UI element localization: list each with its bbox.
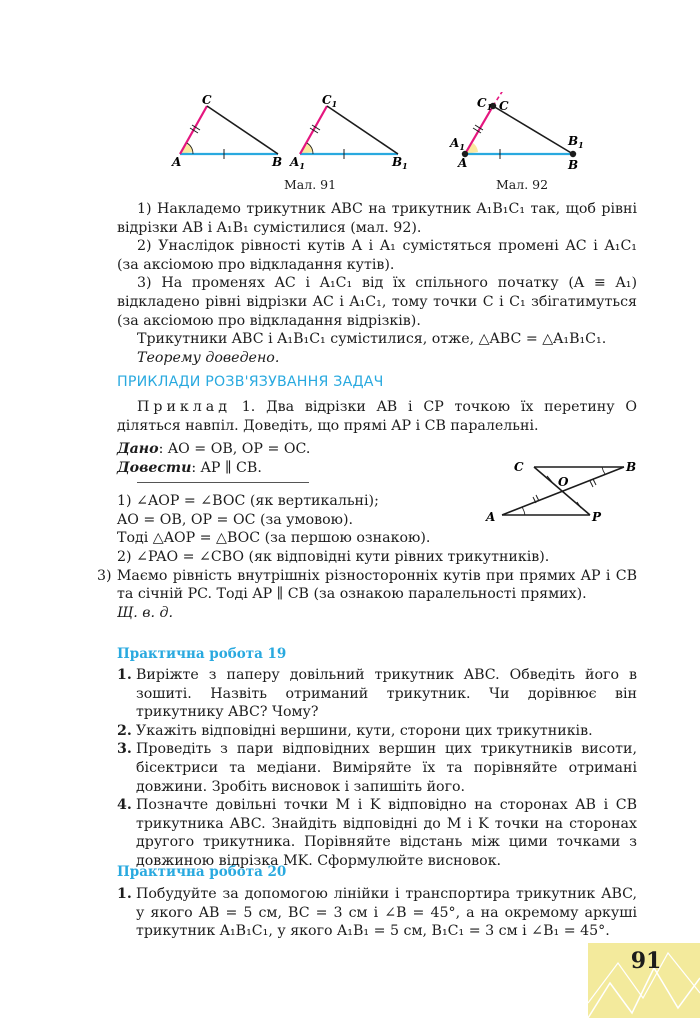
prove-line: Довести: AP ∥ CB. xyxy=(117,459,262,476)
list-item-number: 4. xyxy=(117,797,132,814)
solution-line-3: Тоді △AOP = △BOC (за першою ознакою). xyxy=(117,530,431,547)
label-b: B xyxy=(272,155,283,169)
list-item-text: Укажіть відповідні вершини, кути, сторони цих трикутників. xyxy=(136,722,593,739)
svg-text:C: C xyxy=(514,460,524,474)
examples-heading: ПРИКЛАДИ РОЗВ'ЯЗУВАННЯ ЗАДАЧ xyxy=(117,374,384,390)
list-item-number: 1. xyxy=(117,886,132,902)
list-item xyxy=(117,885,637,941)
solution-line-2: AO = OB, OP = OC (за умовою). xyxy=(117,511,354,528)
solution-part-2 xyxy=(97,548,637,622)
svg-text:A: A xyxy=(486,510,496,524)
list-item-text: Проведіть з пари відповідних вершин цих трикутників висоти, бісектриси та медіани. Виміряйте їх та порівняйте отримані довжини. Зробіть висновок і запишіть його. xyxy=(136,741,637,795)
fig91-triangle-a1b1c1 xyxy=(289,93,408,171)
list-item xyxy=(117,666,637,722)
list-item xyxy=(117,740,637,796)
label-b1-sub: 1 xyxy=(402,161,408,171)
list-item xyxy=(117,796,637,870)
label-c1-sub: 1 xyxy=(331,99,338,109)
proof-step-1: 1) Накладемо трикутник ABC на трикутник A₁B₁C₁ так, щоб рівні відрізки AB і A₁B₁ сумістилися (мал. 92). xyxy=(117,201,637,236)
proof-block xyxy=(117,200,637,367)
fig91-triangle-abc xyxy=(171,93,282,169)
list-item-text: Побудуйте за допомогою лінійки і транспортира трикутник ABC, у якого AB = 5 см, BC = 3 см і ∠B = 45°, а на окремому аркуші трикутник A₁B₁C₁, у якого A₁B₁ = 5 см, B₁C₁ = 3 см і ∠B₁ = 45°. xyxy=(136,886,637,940)
solution-line-4: 2) ∠PAO = ∠CBO (як відповідні кути рівних трикутників). xyxy=(117,549,550,565)
example-figure xyxy=(484,458,644,526)
divider xyxy=(137,482,309,483)
fig91-caption: Мал. 91 xyxy=(284,177,337,192)
example-statement: Приклад 1. Два відрізки AB і CP точкою їх перетину O діляться навпіл. Доведіть, що прямі AP і CB паралельні. xyxy=(117,399,637,434)
svg-text:B: B xyxy=(568,158,579,172)
svg-text:A1 xyxy=(289,155,305,171)
list-item-number: 1. xyxy=(117,667,132,683)
label-c: C xyxy=(202,93,212,107)
pr20-list xyxy=(117,885,637,941)
solution-part-1 xyxy=(117,492,477,548)
fig92-overlapped-triangles xyxy=(449,92,584,172)
pr19-title: Практична робота 19 xyxy=(117,646,287,662)
svg-text:A1: $A_1$ xyxy=(450,136,465,152)
svg-text:O: O xyxy=(558,475,569,489)
proof-conclusion: Трикутники ABC і A₁B₁C₁ сумістилися, отже, △ABC = △A₁B₁C₁. xyxy=(137,331,607,348)
list-item-number: 2. xyxy=(117,722,132,739)
example-1 xyxy=(117,398,637,435)
list-item-text: Виріжте з паперу довільний трикутник ABC. Обведіть його в зошиті. Назвіть отриманий трикутник. Чи дорівнює він трикутнику ABC? Чому? xyxy=(136,667,637,721)
svg-text:P: P xyxy=(592,510,602,524)
figures-91-92 xyxy=(160,92,620,177)
pr19-list xyxy=(117,666,637,871)
solution-line-5: 3) Маємо рівність внутрішніх різносторонніх кутів при прямих AP і CB та січній PC. Тоді AP ∥ CB (за ознакою паралельності прямих). xyxy=(97,567,637,603)
page-number: 91 xyxy=(630,948,662,974)
svg-text:B: B xyxy=(626,460,637,474)
list-item xyxy=(117,722,637,741)
label-c1: C xyxy=(322,93,332,107)
qed: Щ. в. д. xyxy=(117,604,173,621)
label-a1: A xyxy=(290,155,300,169)
list-item-text: Позначте довільні точки M і K відповідно на сторонах AB і CB трикутника ABC. Знайдіть відповідні до M і K точки на сторонах другого трикутника. Порівняйте відстань між цими точками з довжиною відрізка MK. Сформулюйте висновок. xyxy=(136,797,637,869)
svg-text:B1 xyxy=(391,155,408,171)
fig92-caption: Мал. 92 xyxy=(496,177,549,192)
svg-text:A: A xyxy=(458,156,468,170)
pr20-title: Практична робота 20 xyxy=(117,864,287,880)
proof-step-2: 2) Унаслідок рівності кутів A і A₁ сумістяться промені AC і A₁C₁ (за аксіомою про відкладання кутів). xyxy=(117,238,637,273)
proof-step-3: 3) На променях AC і A₁C₁ від їх спільного початку (A ≡ A₁) відкладено рівні відрізки AC і A₁C₁, тому точки C і C₁ збігатимуться (за аксіомою про відкладання відрізків). xyxy=(117,275,637,329)
proof-done: Теорему доведено. xyxy=(137,349,280,366)
svg-text:C: C xyxy=(499,99,509,113)
given-line: Дано: AO = OB, OP = OC. xyxy=(117,441,311,457)
svg-text:B1: $B_1$ xyxy=(568,134,584,150)
solution-line-1: 1) ∠AOP = ∠BOC (як вертикальні); xyxy=(117,493,379,509)
svg-text:C1 xyxy=(322,93,337,109)
label-a1-sub: 1 xyxy=(299,161,305,171)
svg-text:C1: $C_1$ xyxy=(477,96,493,112)
label-b1: B xyxy=(392,155,403,169)
list-item-number: 3. xyxy=(117,741,132,758)
label-a: A xyxy=(172,155,182,169)
given-block xyxy=(117,440,417,477)
